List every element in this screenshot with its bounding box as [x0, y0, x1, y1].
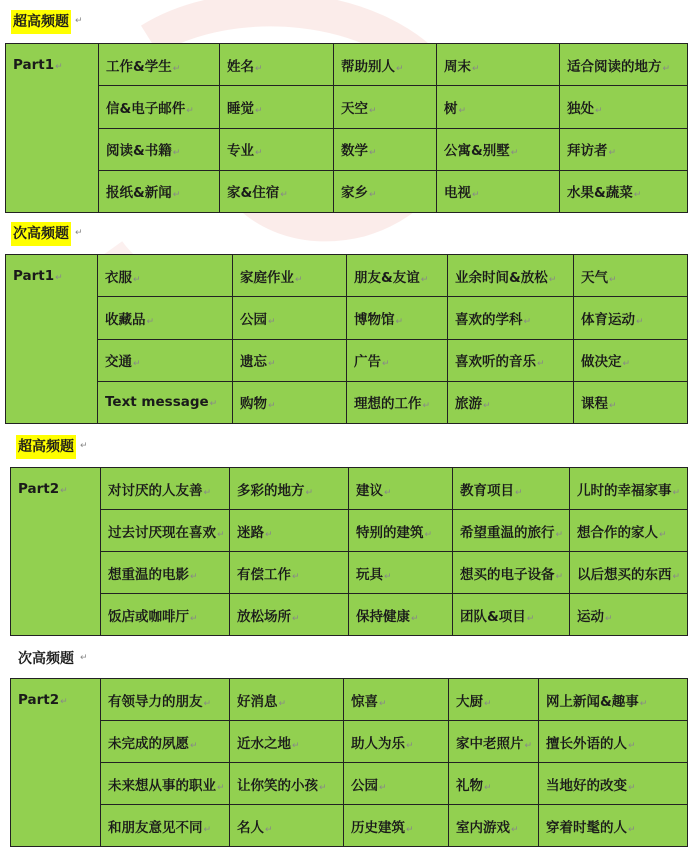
topic-cell: 理想的工作↵ [347, 381, 448, 423]
table-row [11, 468, 688, 510]
topic-cell: 网上新闻&趣事↵ [539, 679, 688, 721]
topic-cell: 购物↵ [233, 381, 347, 423]
table-row [6, 128, 688, 170]
topic-cell: 对讨厌的人友善↵ [101, 468, 230, 510]
topic-cell: 大厨↵ [449, 679, 539, 721]
topic-cell: 遗忘↵ [233, 339, 347, 381]
topic-cell: 报纸&新闻↵ [99, 170, 220, 212]
table-row [11, 721, 688, 763]
table-row [6, 44, 688, 86]
topic-cell: 阅读&书籍↵ [99, 128, 220, 170]
topic-cell: 课程↵ [574, 381, 688, 423]
topic-cell: 朋友&友谊↵ [347, 255, 448, 297]
topic-cell: 团队&项目↵ [453, 594, 570, 636]
topic-cell: 放松场所↵ [230, 594, 349, 636]
paragraph-mark: ↵ [75, 228, 83, 238]
topic-cell: 公寓&别墅↵ [437, 128, 560, 170]
topic-cell: 有偿工作↵ [230, 552, 349, 594]
topic-cell: 特别的建筑↵ [349, 510, 453, 552]
part-label: Part2↵ [11, 468, 101, 636]
topic-cell: 穿着时髦的人↵ [539, 805, 688, 847]
table-row [11, 763, 688, 805]
topic-cell: 教育项目↵ [453, 468, 570, 510]
table-row [6, 86, 688, 128]
topic-cell: 做决定↵ [574, 339, 688, 381]
topic-cell: 天气↵ [574, 255, 688, 297]
topic-cell: 名人↵ [230, 805, 344, 847]
part-label: Part2↵ [11, 679, 101, 847]
topic-cell: 礼物↵ [449, 763, 539, 805]
topic-cell: 以后想买的东西↵ [570, 552, 688, 594]
topic-cell: 迷路↵ [230, 510, 349, 552]
table-row [11, 679, 688, 721]
topic-cell: 拜访者↵ [560, 128, 688, 170]
topic-cell: 交通↵ [98, 339, 233, 381]
topic-cell: 家中老照片↵ [449, 721, 539, 763]
section-3-heading: 超高频题 [16, 435, 76, 459]
topic-cell: 运动↵ [570, 594, 688, 636]
topic-cell: 过去讨厌现在喜欢↵ [101, 510, 230, 552]
topic-cell: Text message↵ [98, 381, 233, 423]
topic-cell: 独处↵ [560, 86, 688, 128]
table-row [6, 339, 688, 381]
topic-cell: 多彩的地方↵ [230, 468, 349, 510]
topic-cell: 喜欢的学科↵ [448, 297, 574, 339]
topic-cell: 水果&蔬菜↵ [560, 170, 688, 212]
topic-cell: 建议↵ [349, 468, 453, 510]
topic-cell: 玩具↵ [349, 552, 453, 594]
topic-cell: 收藏品↵ [98, 297, 233, 339]
topic-cell: 当地好的改变↵ [539, 763, 688, 805]
topic-cell: 让你笑的小孩↵ [230, 763, 344, 805]
topic-cell: 衣服↵ [98, 255, 233, 297]
topic-cell: 家乡↵ [334, 170, 437, 212]
part-label: Part1↵ [6, 255, 98, 424]
topic-cell: 想买的电子设备↵ [453, 552, 570, 594]
topic-cell: 树↵ [437, 86, 560, 128]
topic-cell: 帮助别人↵ [334, 44, 437, 86]
table-row [6, 297, 688, 339]
topic-cell: 想合作的家人↵ [570, 510, 688, 552]
topic-cell: 想重温的电影↵ [101, 552, 230, 594]
topic-cell: 公园↵ [233, 297, 347, 339]
topic-cell: 业余时间&放松↵ [448, 255, 574, 297]
section-1-table [5, 43, 688, 213]
topic-cell: 保持健康↵ [349, 594, 453, 636]
table-row [11, 552, 688, 594]
topic-cell: 适合阅读的地方↵ [560, 44, 688, 86]
topic-cell: 擅长外语的人↵ [539, 721, 688, 763]
topic-cell: 助人为乐↵ [344, 721, 449, 763]
topic-cell: 专业↵ [220, 128, 334, 170]
topic-cell: 家庭作业↵ [233, 255, 347, 297]
topic-cell: 旅游↵ [448, 381, 574, 423]
topic-cell: 有领导力的朋友↵ [101, 679, 230, 721]
topic-cell: 未完成的夙愿↵ [101, 721, 230, 763]
table-row [11, 510, 688, 552]
topic-cell: 喜欢听的音乐↵ [448, 339, 574, 381]
topic-cell: 希望重温的旅行↵ [453, 510, 570, 552]
table-row [11, 805, 688, 847]
table-row [6, 255, 688, 297]
paragraph-mark: ↵ [80, 653, 88, 663]
topic-cell: 近水之地↵ [230, 721, 344, 763]
section-2-table [5, 254, 688, 424]
topic-cell: 电视↵ [437, 170, 560, 212]
table-row [11, 594, 688, 636]
topic-cell: 信&电子邮件↵ [99, 86, 220, 128]
topic-cell: 数学↵ [334, 128, 437, 170]
table-row [6, 381, 688, 423]
topic-cell: 天空↵ [334, 86, 437, 128]
section-2-heading: 次高频题 [11, 222, 71, 246]
topic-cell: 体育运动↵ [574, 297, 688, 339]
topic-cell: 家&住宿↵ [220, 170, 334, 212]
topic-cell: 博物馆↵ [347, 297, 448, 339]
topic-cell: 未来想从事的职业↵ [101, 763, 230, 805]
table-row [6, 170, 688, 212]
topic-cell: 惊喜↵ [344, 679, 449, 721]
topic-cell: 睡觉↵ [220, 86, 334, 128]
topic-cell: 儿时的幸福家事↵ [570, 468, 688, 510]
topic-cell: 工作&学生↵ [99, 44, 220, 86]
topic-cell: 历史建筑↵ [344, 805, 449, 847]
topic-cell: 周末↵ [437, 44, 560, 86]
section-1-heading: 超高频题 [11, 10, 71, 34]
section-4-table [10, 678, 688, 847]
topic-cell: 公园↵ [344, 763, 449, 805]
topic-cell: 广告↵ [347, 339, 448, 381]
topic-cell: 好消息↵ [230, 679, 344, 721]
topic-cell: 室内游戏↵ [449, 805, 539, 847]
part-label: Part1↵ [6, 44, 99, 213]
topic-cell: 和朋友意见不同↵ [101, 805, 230, 847]
section-4-heading: 次高频题 [18, 651, 74, 667]
paragraph-mark: ↵ [75, 16, 83, 26]
paragraph-mark: ↵ [80, 441, 88, 451]
topic-cell: 饭店或咖啡厅↵ [101, 594, 230, 636]
topic-cell: 姓名↵ [220, 44, 334, 86]
section-3-table [10, 467, 688, 636]
